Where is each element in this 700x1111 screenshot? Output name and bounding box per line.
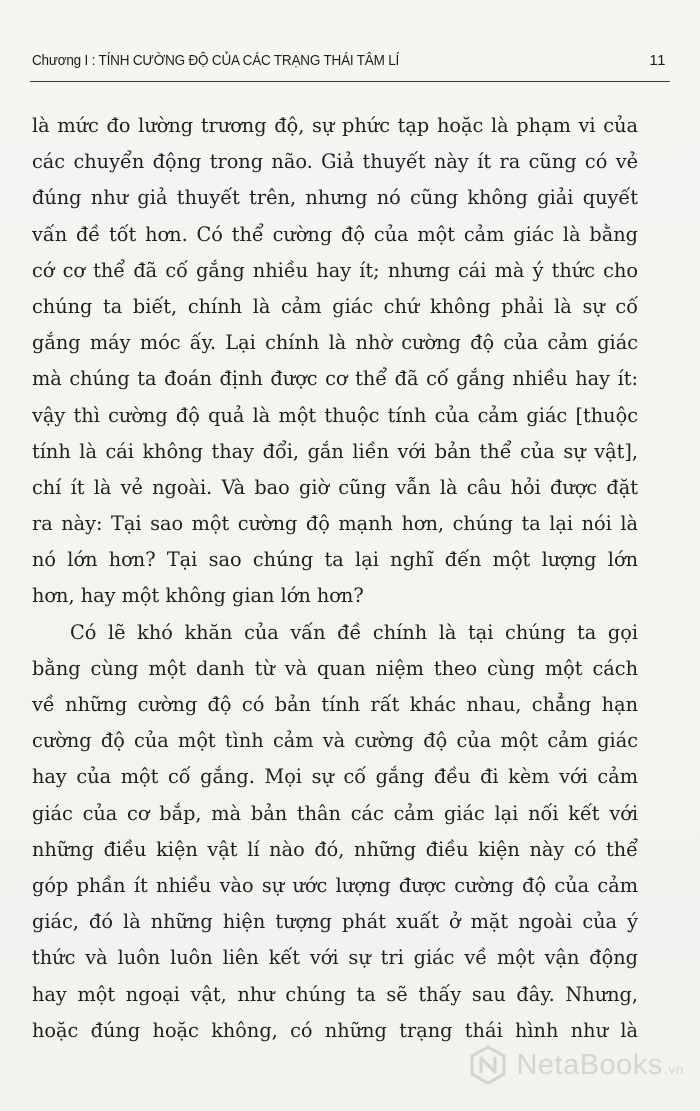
text-line: hơn, hay một không gian lớn hơn? xyxy=(32,584,364,608)
text-line: chí ít là vẻ ngoài. Và bao giờ cũng vẫn là câu hỏi được đặt xyxy=(32,475,638,499)
text-line: cường độ của một tình cảm và cường độ của một cảm giác xyxy=(32,729,638,753)
netabooks-logo-icon xyxy=(468,1045,508,1085)
text-line: nó lớn hơn? Tại sao chúng ta lại nghĩ đến một lượng lớn xyxy=(32,548,638,572)
text-line: tính là cái không thay đổi, gắn liền với bản thể của sự vật], xyxy=(32,439,638,463)
text-line: vậy thì cường độ quả là một thuộc tính của cảm giác [thuộc xyxy=(32,403,638,427)
text-line: các chuyển động trong não. Giả thuyết này ít ra cũng có vẻ xyxy=(32,150,638,174)
text-line: bằng cùng một danh từ và quan niệm theo cùng một cách xyxy=(32,656,638,680)
text-line: ra này: Tại sao một cường độ mạnh hơn, chúng ta lại nói là xyxy=(32,512,638,536)
page-number: 11 xyxy=(649,52,666,69)
text-line: những điều kiện vật lí nào đó, những điều kiện này có thể xyxy=(32,837,638,861)
chapter-title: Chương I : TÍNH CƯỜNG ĐỘ CỦA CÁC TRẠNG THÁI TÂM LÍ xyxy=(32,53,400,69)
running-header xyxy=(32,52,666,76)
watermark-brand: NetaBooks xyxy=(516,1048,663,1081)
text-line: là mức đo lường trương độ, sự phức tạp hoặc là phạm vi của xyxy=(32,114,638,137)
text-line: vấn đề tốt hơn. Có thể cường độ của một cảm giác là bằng xyxy=(32,222,638,246)
text-line: về những cường độ có bản tính rất khác nhau, chẳng hạn xyxy=(32,693,638,716)
header-rule xyxy=(30,81,670,82)
text-line: hoặc đúng hoặc không, có những trạng thái hình như là xyxy=(32,1018,638,1042)
text-line: chúng ta biết, chính là cảm giác chứ không phải là sự cố xyxy=(32,294,638,318)
text-line: thức và luôn luôn liên kết với sự tri giác về một vận động xyxy=(32,946,638,970)
watermark-suffix: .vn xyxy=(663,1060,684,1077)
netabooks-watermark xyxy=(468,1045,684,1085)
text-line: mà chúng ta đoán định được cơ thể đã cố gắng nhiều hay ít: xyxy=(32,367,638,391)
body-text xyxy=(32,108,638,1049)
text-line: giác, đó là những hiện tượng phát xuất ở mặt ngoài của ý xyxy=(32,910,638,934)
text-line: giác của cơ bắp, mà bản thân các cảm giác lại nối kết với xyxy=(32,801,638,825)
text-line: hay một ngoại vật, như chúng ta sẽ thấy sau đây. Nhưng, xyxy=(32,982,638,1006)
text-line: hay của một cố gắng. Mọi sự cố gắng đều đi kèm với cảm xyxy=(32,765,638,789)
text-line: đúng như giả thuyết trên, nhưng nó cũng không giải quyết xyxy=(32,186,638,210)
text-line: gắng máy móc ấy. Lại chính là nhờ cường độ của cảm giác xyxy=(32,331,638,355)
watermark-text xyxy=(516,1049,684,1082)
text-line: cớ cơ thể đã cố gắng nhiều hay ít; nhưng cái mà ý thức cho xyxy=(32,258,638,282)
text-line: Có lẽ khó khăn của vấn đề chính là tại chúng ta gọi xyxy=(70,620,638,644)
text-line: góp phần ít nhiều vào sự ước lượng được cường độ của cảm xyxy=(32,873,638,897)
